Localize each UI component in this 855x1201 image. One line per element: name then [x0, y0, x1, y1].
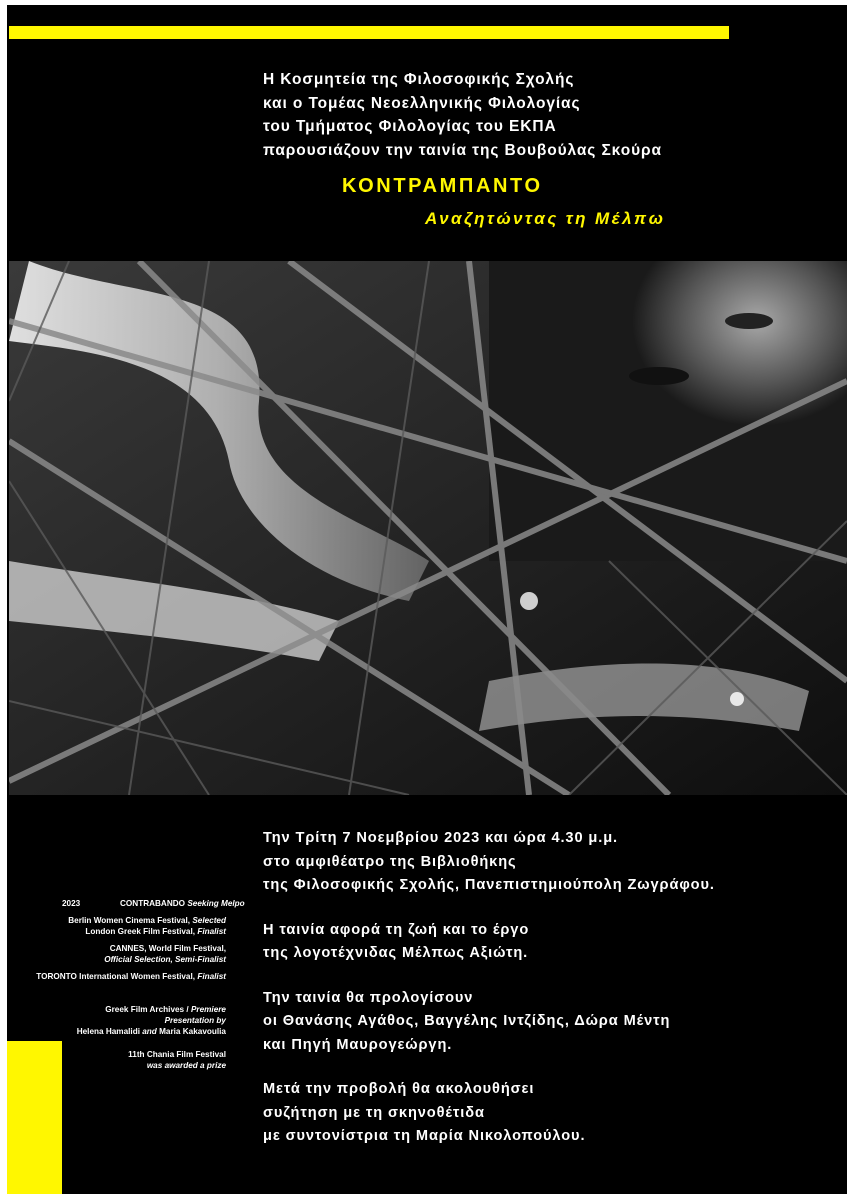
festival-note: Selected: [192, 916, 226, 925]
yellow-corner-block: [7, 1041, 62, 1194]
credits-film-italic: Seeking Melpo: [187, 899, 245, 908]
info-line: οι Θανάσης Αγάθος, Βαγγέλης Ιντζίδης, Δώρα Μέντη: [263, 1013, 671, 1029]
discussion: [263, 1078, 843, 1149]
credit-row: [7, 1015, 226, 1026]
film-description: [263, 919, 843, 966]
credit-row: [7, 971, 226, 982]
info-line: της λογοτέχνιδας Μέλπως Αξιώτη.: [263, 945, 529, 961]
speakers: [263, 987, 843, 1058]
info-line: συζήτηση με τη σκηνοθέτιδα: [263, 1104, 485, 1121]
info-line: με συντονίστρια τη Μαρία Νικολοπούλου.: [263, 1128, 586, 1144]
film-still-illustration: [9, 261, 847, 795]
intro-line: του Τμήματος Φιλολογίας του ΕΚΠΑ: [263, 118, 557, 135]
intro-line: Η Κοσμητεία της Φιλοσοφικής Σχολής: [263, 71, 575, 88]
info-line: και Πηγή Μαυρογεώργη.: [263, 1036, 453, 1053]
presenter-and: and: [142, 1027, 157, 1036]
festival-note: [7, 954, 226, 965]
event-info: [263, 827, 843, 1170]
event-date-location: [263, 827, 843, 898]
yellow-top-bar: [9, 26, 729, 39]
poster: [7, 5, 847, 1194]
festival-name: CANNES, World Film Festival,: [109, 944, 226, 953]
festival-note-text: Official Selection, Semi-Finalist: [104, 955, 226, 964]
presenter-name: Helena Hamalidi: [76, 1027, 140, 1036]
credit-row: [7, 1026, 226, 1037]
credit-row: [7, 926, 226, 937]
info-line: Την Τρίτη 7 Νοεμβρίου 2023 και ώρα 4.30 μ.μ.: [263, 830, 618, 846]
intro-text: [263, 68, 823, 162]
info-line: στο αμφιθέατρο της Βιβλιοθήκης: [263, 853, 517, 870]
archives-name: Greek Film Archives /: [105, 1005, 189, 1014]
intro-line: παρουσιάζουν την ταινία της Βουβούλας Σκούρα: [263, 141, 662, 159]
festival-name: Berlin Women Cinema Festival,: [68, 916, 191, 925]
credit-row: [7, 915, 226, 926]
archives-note: Premiere: [190, 1005, 226, 1014]
film-still-image: [9, 261, 847, 795]
intro-line: και ο Τομέας Νεοελληνικής Φιλολογίας: [263, 94, 581, 112]
info-line: Μετά την προβολή θα ακολουθήσει: [263, 1081, 535, 1097]
festival-name: 11th Chania Film Festival: [128, 1050, 226, 1059]
credits-year: 2023: [62, 899, 81, 908]
info-line: Η ταινία αφορά τη ζωή και το έργο: [263, 921, 530, 938]
credits-film: CONTRABANDO: [120, 899, 186, 908]
credit-row: [7, 1004, 226, 1015]
info-line: της Φιλοσοφικής Σχολής, Πανεπιστημιούπολη Ζωγράφου.: [263, 877, 715, 893]
film-subtitle: Αναζητώντας τη Μέλπω: [425, 209, 666, 228]
festival-note: Finalist: [197, 972, 226, 981]
film-title: ΚΟΝΤΡΑΜΠΑΝΤΟ: [342, 175, 543, 197]
info-line: Την ταινία θα προλογίσουν: [263, 989, 474, 1006]
festival-note-text: was awarded a prize: [146, 1061, 226, 1070]
festival-name: London Greek Film Festival,: [85, 927, 196, 936]
presentation-label: Presentation by: [164, 1016, 226, 1025]
festival-note: Finalist: [197, 927, 226, 936]
presenter-name: Maria Kakavoulia: [159, 1027, 226, 1036]
festival-name: TORONTO International Women Festival,: [36, 972, 196, 981]
